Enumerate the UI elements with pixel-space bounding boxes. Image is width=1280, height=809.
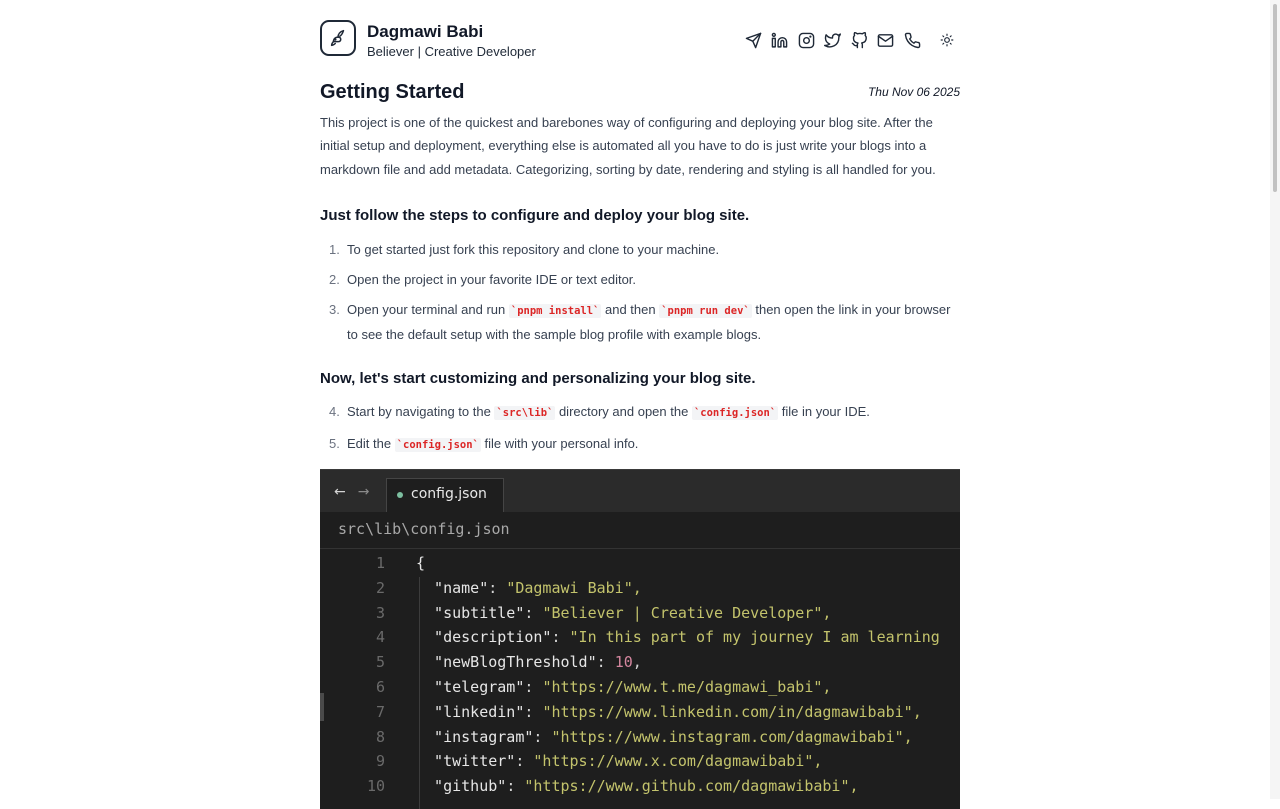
inline-code: `pnpm run dev` [661,305,750,317]
code-area [320,551,960,799]
line-number: 9 [375,752,385,771]
phone-icon[interactable] [899,30,926,50]
code-line [320,576,960,601]
twitter-icon[interactable] [820,30,847,50]
editor-screenshot [320,469,960,809]
site-subtitle: Believer | Creative Developer [367,44,536,59]
list-item-text: and then [601,302,660,317]
code-text: "telegram": "https://www.t.me/dagmawi_babi", [416,677,832,696]
list-number: 4. [329,404,340,419]
editor-tab-bar [320,469,960,512]
line-number: 8 [375,727,385,746]
code-line [320,749,960,774]
line-number: 4 [375,628,385,647]
arrow-left-icon[interactable]: ← [334,484,346,500]
editor-tab-label: config.json [411,486,487,502]
bird-logo-icon [327,27,349,49]
code-line [320,650,960,675]
steps-list [320,238,960,353]
site-header [320,20,960,60]
list-item-text: Start by navigating to the [347,404,495,419]
logo[interactable] [320,20,356,56]
inline-code: `pnpm install` [510,305,600,317]
file-path: src\lib\config.json [338,520,510,538]
post-date: Thu Nov 06 2025 [867,85,960,99]
mail-icon[interactable] [873,30,900,50]
site-name[interactable]: Dagmawi Babi [367,22,484,41]
list-item [320,298,960,346]
list-item-text: file in your IDE. [778,404,870,419]
code-line [320,601,960,626]
customize-heading: Now, let's start customizing and personalizing your blog site. [320,370,756,387]
list-item-text: directory and open the [555,404,692,419]
code-line [320,774,960,799]
code-line [320,625,960,650]
list-item [320,238,960,261]
scrollbar-thumb[interactable] [1273,4,1277,192]
brand [367,22,536,61]
line-number: 1 [375,554,385,572]
github-icon[interactable] [846,30,873,50]
list-number: 1. [329,242,340,257]
post-intro: This project is one of the quickest and barebones way of configuring and deploying your blog site. After the initial setup and deployment, everything else is automated all you have to do is just write your blogs into a markdown file and add metadata. Categorizing, sorting by date, rendering and styling is all handled for you. [320,115,936,177]
list-item [320,400,960,425]
code-text: "instagram": "https://www.instagram.com/dagmawibabi", [416,727,913,746]
code-line [320,551,960,576]
list-item-text: Edit the [347,436,395,451]
editor-tab[interactable] [386,478,504,512]
code-line [320,700,960,725]
list-number: 3. [329,302,340,317]
list-item-text: file with your personal info. [480,436,639,451]
page-scrollbar[interactable] [1270,0,1280,799]
list-number: 2. [329,272,340,287]
line-number: 3 [375,603,385,622]
list-item-text: To get started just fork this repository and clone to your machine. [347,242,720,257]
line-number: 10 [366,777,385,796]
list-item-text: Open the project in your favorite IDE or text editor. [347,272,637,287]
line-number: 2 [375,578,385,597]
line-number: 5 [375,653,385,672]
code-text: "github": "https://www.github.com/dagmawibabi", [416,777,859,796]
code-text: "name": "Dagmawi Babi", [416,578,642,597]
sun-icon[interactable] [934,30,961,50]
social-links [740,30,960,50]
line-number: 6 [375,677,385,696]
inline-code: `config.json` [693,407,777,419]
list-number: 5. [329,436,340,451]
telegram-icon[interactable] [740,30,767,50]
editor-nav [334,484,369,500]
code-text: "linkedin": "https://www.linkedin.com/in/dagmawibabi", [416,702,922,721]
customize-list [320,400,960,464]
steps-heading: Just follow the steps to configure and deploy your blog site. [320,207,750,224]
arrow-right-icon[interactable]: → [357,484,370,500]
post-title: Getting Started [320,81,465,103]
editor-path-bar [320,511,960,549]
list-item [320,432,960,457]
unsaved-dot-icon [397,492,403,498]
list-item [320,268,960,291]
inline-code: `src\lib` [496,407,554,419]
list-item-text: then open the link in your browser to see the default setup with the sample blog profile with example blogs. [347,302,951,342]
inline-code: `config.json` [396,439,479,451]
code-text: "subtitle": "Believer | Creative Developer", [416,603,832,622]
code-text: "newBlogThreshold": 10, [416,653,642,672]
list-item-text: Open your terminal and run [347,302,509,317]
code-text: { [416,554,426,572]
code-line [320,675,960,700]
code-text: "twitter": "https://www.x.com/dagmawibabi", [416,752,823,771]
code-line [320,725,960,750]
code-text: "description": "In this part of my journey I am learning [416,628,940,647]
instagram-icon[interactable] [793,30,820,50]
linkedin-icon[interactable] [767,30,794,50]
line-number: 7 [375,702,385,721]
